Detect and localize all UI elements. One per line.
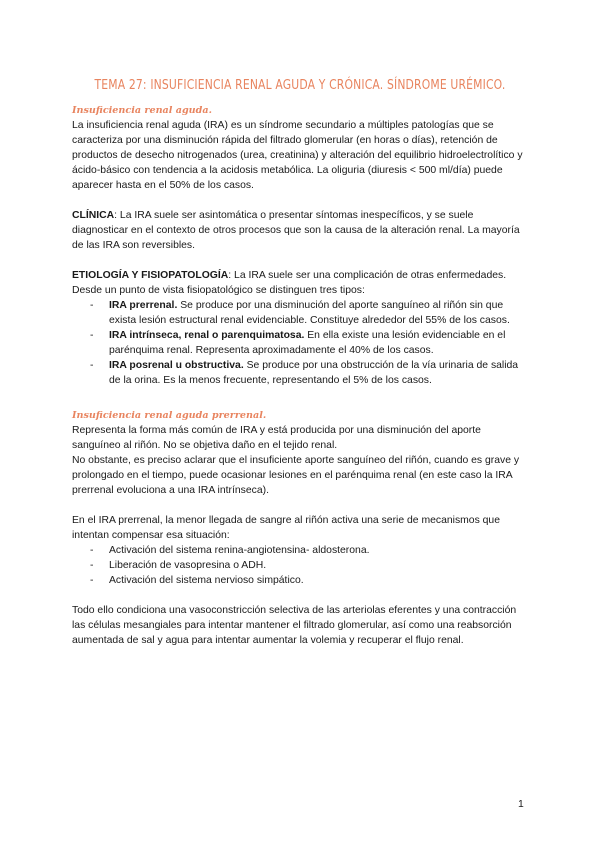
list-item <box>72 358 532 388</box>
paragraph-etiologia <box>72 268 532 298</box>
type-label: IRA prerrenal. <box>109 300 178 311</box>
mechanisms-list <box>72 543 532 588</box>
paragraph-prerrenal-3: En el IRA prerrenal, la menor llegada de sangre al riñón activa una serie de mecanismos que intentan compensar esa situación: <box>72 515 500 541</box>
etiologia-text: : La IRA suele ser una complicación de otras enfermedades. Desde un punto de vista fisiopatológico se distinguen tres tipos: <box>72 270 507 296</box>
type-label: IRA intrínseca, renal o parenquimatosa. <box>109 330 305 341</box>
page-title: TEMA 27: INSUFICIENCIA RENAL AGUDA Y CRÓNICA. SÍNDROME URÉMICO. <box>94 77 506 93</box>
section-heading-ira: Insuficiencia renal aguda. <box>72 105 212 116</box>
type-text: En ella existe una lesión evidenciable en el parénquima renal. Representa aproximadamente el 40% de los casos. <box>109 330 506 356</box>
page-content <box>72 104 532 648</box>
ira-types-list <box>72 298 532 388</box>
type-label: IRA posrenal u obstructiva. <box>109 360 244 371</box>
list-item: - Activación del sistema renina-angiotensina- aldosterona. <box>72 543 532 558</box>
list-item: - Activación del sistema nervioso simpático. <box>72 573 532 588</box>
paragraph-prerrenal-2: No obstante, es preciso aclarar que el insuficiente aporte sanguíneo del riñón, cuando es grave y prolongado en el tiempo, puede ocasionar lesiones en el parénquima renal (en este caso la IRA prerrenal evoluciona a una IRA intrínseca). <box>72 455 520 496</box>
list-item: - Liberación de vasopresina o ADH. <box>72 558 532 573</box>
paragraph-clinica <box>72 208 532 253</box>
list-item <box>72 328 532 358</box>
paragraph-ira-intro: La insuficiencia renal aguda (IRA) es un síndrome secundario a múltiples patologías que se caracteriza por una disminución rápida del filtrado glomerular (en horas o días), retención de productos de desecho nitrogenados (urea, creatinina) y alteración del equilibrio hidroelectrolítico y ácido-básico con tendencia a la acidosis metabólica. La oliguria (diuresis < 500 ml/día) puede aparecer hasta en el 50% de los casos. <box>72 120 523 191</box>
etiologia-label: ETIOLOGÍA Y FISIOPATOLOGÍA <box>72 270 229 281</box>
section-heading-prerrenal: Insuficiencia renal aguda prerrenal. <box>72 410 267 421</box>
type-text: Se produce por una disminución del aporte sanguíneo al riñón sin que exista lesión estructural renal evidenciable. Constituye alrededor del 55% de los casos. <box>109 300 510 326</box>
page-number: 1 <box>518 799 524 810</box>
paragraph-prerrenal-1: Representa la forma más común de IRA y está producida por una disminución del aporte sanguíneo al riñón. No se objetiva daño en el tejido renal. <box>72 425 481 451</box>
list-item <box>72 298 532 328</box>
paragraph-prerrenal-4: Todo ello condiciona una vasoconstricción selectiva de las arteriolas eferentes y una contracción las células mesangiales para intentar mantener el filtrado glomerular, así como una reabsorción aumentada de sal y agua para intentar aumentar la volemia y recuperar el flujo renal. <box>72 605 517 646</box>
clinica-label: CLÍNICA <box>72 210 115 221</box>
type-text: Se produce por una obstrucción de la vía urinaria de salida de la orina. Es la menos frecuente, representando el 5% de los casos. <box>109 360 519 386</box>
clinica-text: : La IRA suele ser asintomática o presentar síntomas inespecíficos, y se suele diagnosticar en el contexto de otros procesos que son la causa de la alteración renal. La mayoría de las IRA son reversibles. <box>72 210 520 251</box>
